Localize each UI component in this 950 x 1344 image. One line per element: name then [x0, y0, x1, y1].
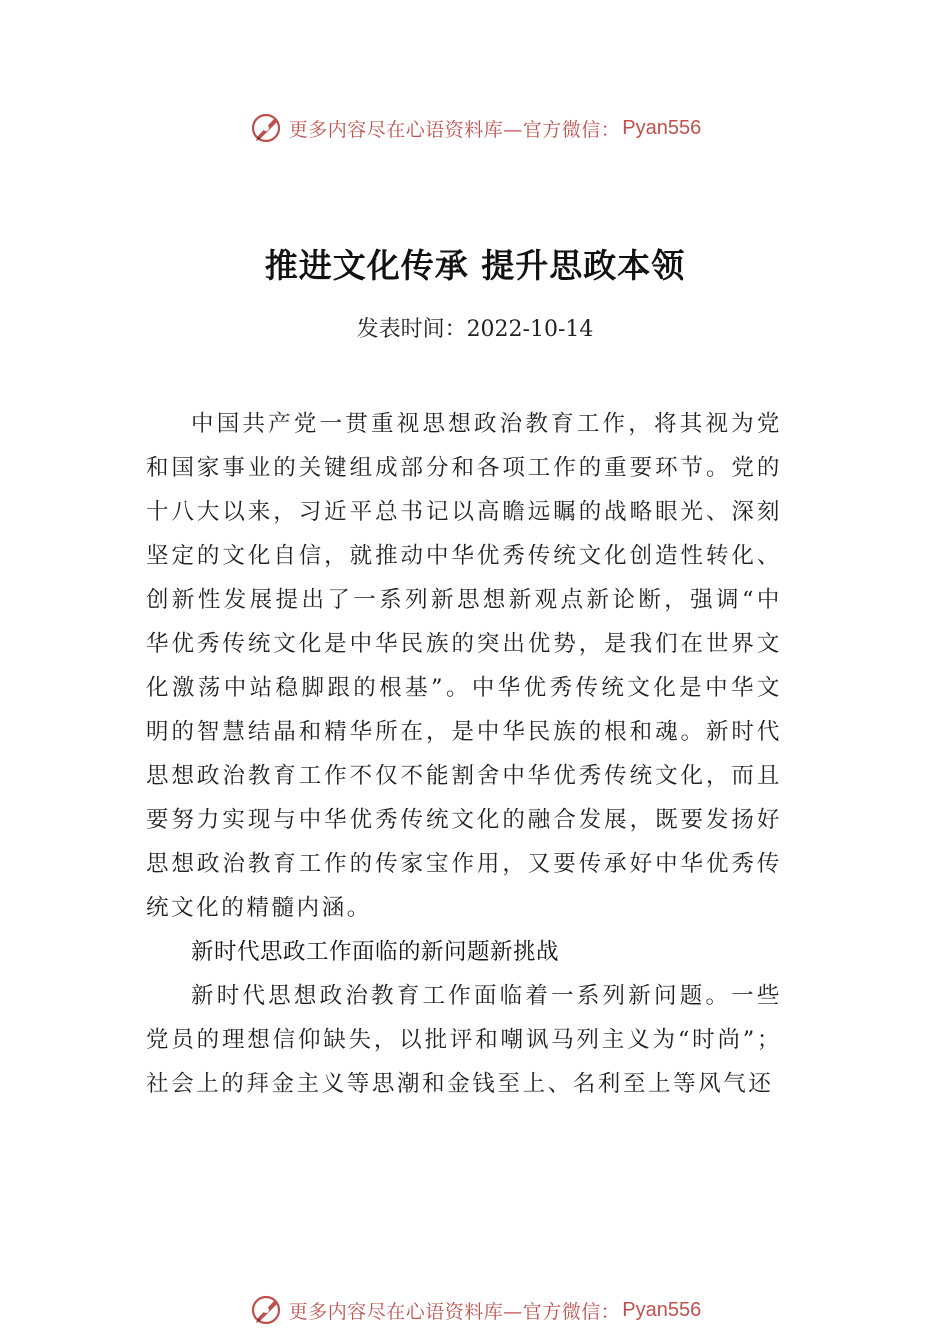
pen-logo-icon: [249, 1292, 285, 1328]
section-heading: 新时代思政工作面临的新问题新挑战: [191, 939, 560, 965]
paragraph: 新时代思想政治教育工作面临着一系列新问题。一些党员的理想信仰缺失，以批评和嘲讽马列主义为“时尚”；社会上的拜金主义等思潮和金钱至上、名利至上等风气还: [146, 983, 782, 1097]
banner-wechat-id: Pyan556: [622, 1298, 702, 1321]
article-title: 推进文化传承 提升思政本领: [264, 246, 686, 285]
footer-banner: [0, 1290, 950, 1330]
pen-logo-icon: [249, 110, 285, 146]
article-body: [146, 402, 782, 1106]
banner-wechat-id: Pyan556: [622, 116, 702, 139]
publish-date: 发表时间：2022-10-14: [356, 317, 594, 342]
header-banner: [0, 108, 950, 148]
banner-text: 更多内容尽在心语资料库—官方微信：: [288, 118, 621, 141]
paragraph: 中国共产党一贯重视思想政治教育工作，将其视为党和国家事业的关键组成部分和各项工作的重要环节。党的十八大以来，习近平总书记以高瞻远瞩的战略眼光、深刻坚定的文化自信，就推动中华优秀传统文化创造性转化、创新性发展提出了一系列新思想新观点新论断，强调“中华优秀传统文化是中华民族的突出优势，是我们在世界文化激荡中站稳脚跟的根基”。中华优秀传统文化是中华文明的智慧结晶和精华所在，是中华民族的根和魂。新时代思想政治教育工作不仅不能割舍中华优秀传统文化，而且要努力实现与中华优秀传统文化的融合发展，既要发扬好思想政治教育工作的传家宝作用，又要传承好中华优秀传统文化的精髓内涵。: [146, 411, 782, 921]
banner-text: 更多内容尽在心语资料库—官方微信：: [288, 1300, 621, 1323]
